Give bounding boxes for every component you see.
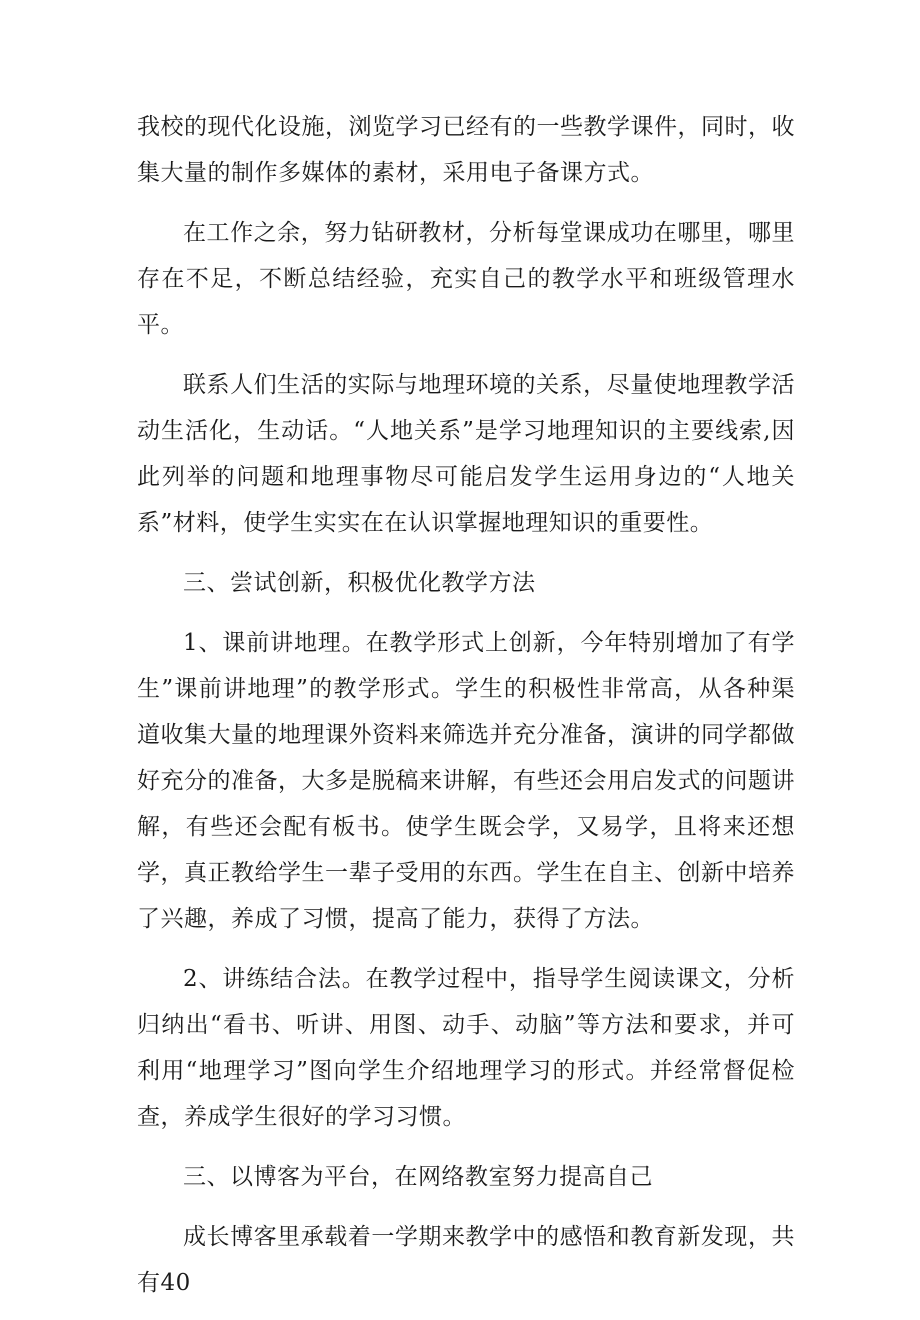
section-heading-3: 三、尝试创新，积极优化教学方法 — [183, 570, 536, 596]
paragraph-1: 我校的现代化设施，浏览学习已经有的一些教学课件，同时，收集大量的制作多媒体的素材，采用电子备课方式。 — [137, 114, 795, 186]
section-heading-4: 三、以博客为平台，在网络教室努力提高自己 — [183, 1164, 653, 1190]
paragraph-3: 联系人们生活的实际与地理环境的关系，尽量使地理教学活动生活化，生动话。“人地关系”是学习地理知识的主要线索,因此列举的问题和地理事物尽可能启发学生运用身边的“人地关系”材料，使学生实实在在认识掌握地理知识的重要性。 — [137, 372, 795, 536]
document-body — [137, 104, 795, 1320]
paragraph-6: 成长博客里承载着一学期来教学中的感悟和教育新发现，共有40 — [137, 1224, 795, 1296]
paragraph-5: 2、讲练结合法。在教学过程中，指导学生阅读课文，分析归纳出“看书、听讲、用图、动手、动脑”等方法和要求，并可利用“地理学习”图向学生介绍地理学习的形式。并经常督促检查，养成学生很好的学习习惯。 — [137, 966, 795, 1130]
paragraph-2: 在工作之余，努力钻研教材，分析每堂课成功在哪里，哪里存在不足，不断总结经验，充实自己的教学水平和班级管理水平。 — [137, 220, 795, 338]
paragraph-4: 1、课前讲地理。在教学形式上创新，今年特别增加了有学生”课前讲地理”的教学形式。学生的积极性非常高，从各种渠道收集大量的地理课外资料来筛选并充分准备，演讲的同学都做好充分的准备，大多是脱稿来讲解，有些还会用启发式的问题讲解，有些还会配有板书。使学生既会学，又易学，且将来还想学，真正教给学生一辈子受用的东西。学生在自主、创新中培养了兴趣，养成了习惯，提高了能力，获得了方法。 — [137, 630, 795, 932]
